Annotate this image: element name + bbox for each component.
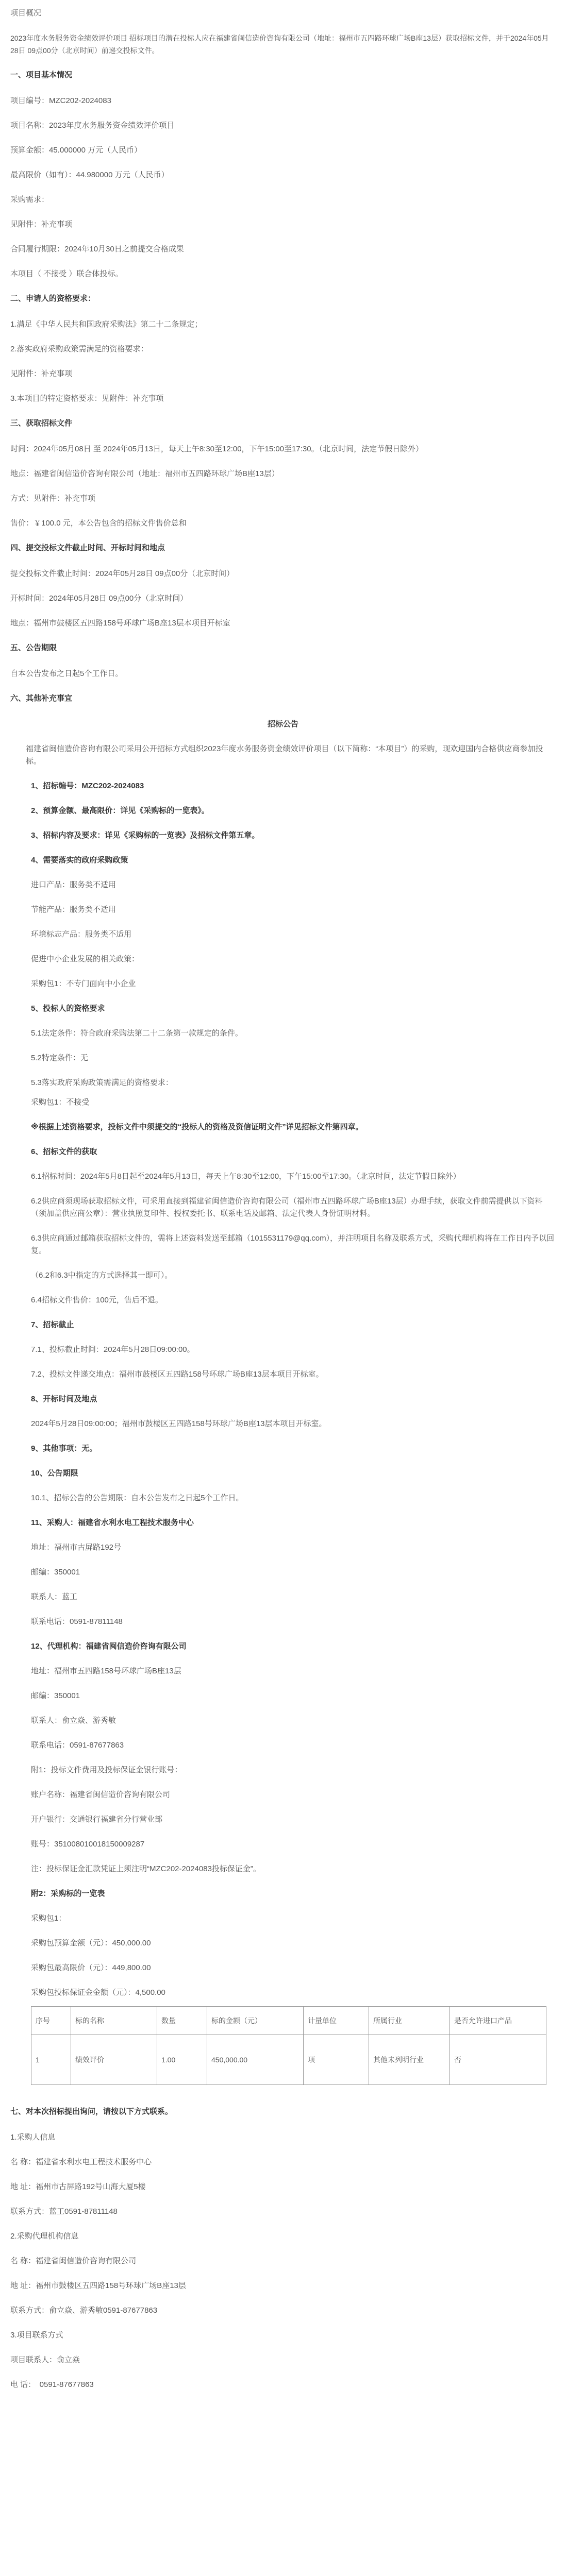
purchaser-address: 地址：福州市古屏路192号: [31, 1543, 122, 1552]
clause-5-3-package: 采购包1：不接受: [31, 1098, 90, 1107]
clause-6: 6、招标文件的获取: [31, 1147, 97, 1156]
agency-address: 地址：福州市五四路158号环球广场B座13层: [31, 1667, 181, 1675]
clause-5-1: 5.1法定条件：符合政府采购法第二十二条第一款规定的条件。: [31, 1029, 243, 1038]
clause-7: 7、招标截止: [31, 1320, 74, 1329]
section-1-heading: 一、项目基本情况: [10, 71, 73, 79]
clause-10: 10、公告期限: [31, 1469, 78, 1478]
package-label: 采购包1：: [31, 1914, 66, 1923]
qualification-1: 1.满足《中华人民共和国政府采购法》第二十二条规定；: [10, 320, 203, 329]
clause-3: 3、招标内容及要求：详见《采购标的一览表》及招标文件第五章。: [31, 831, 260, 840]
section-4-heading: 四、提交投标文件截止时间、开标时间和地点: [10, 544, 165, 552]
purchaser-info-heading: 1.采购人信息: [10, 2133, 56, 2142]
overview-title: 项目概况: [10, 9, 42, 18]
agency-info-address: 地 址：福州市鼓楼区五四路158号环球广场B座13层: [10, 2281, 186, 2290]
clause-12: 12、代理机构：福建省闽信造价咨询有限公司: [31, 1642, 187, 1651]
col-header-index: 序号: [31, 2007, 71, 2035]
qualification-2: 2.落实政府采购政策需满足的资格要求：: [10, 345, 148, 353]
submission-deadline: 提交投标文件截止时间：2024年05月28日 09点00分（北京时间）: [10, 569, 235, 578]
bank-heading: 附1：投标文件费用及投标保证金银行账号：: [31, 1766, 182, 1774]
bank-note: 注：投标保证金汇款凭证上须注明“MZC202-2024083投标保证金”。: [31, 1865, 261, 1873]
clause-11: 11、采购人：福建省水利水电工程技术服务中心: [31, 1518, 194, 1527]
clause-5-note: ※根据上述资格要求，投标文件中须提交的“投标人的资格及资信证明文件”详见招标文件第四章。: [31, 1123, 363, 1131]
purchaser-info-address: 地 址：福州市古屏路192号山海大厦5楼: [10, 2182, 146, 2191]
agency-contact: 联系人：俞立焱、游秀敏: [31, 1716, 116, 1725]
agency-zip: 邮编：350001: [31, 1691, 80, 1700]
tender-notice-intro: 福建省闽信造价咨询有限公司采用公开招标方式组织2023年度水务服务资金绩效评价项目（以下简称：“本项目”）的采购，现欢迎国内合格供应商参加投标。: [26, 744, 543, 766]
clause-4-package: 采购包1：不专门面向中小企业: [31, 979, 136, 988]
items-heading: 附2：采购标的一览表: [31, 1889, 105, 1898]
package-budget: 采购包预算金额（元）：450,000.00: [31, 1939, 151, 1947]
contacts-heading: 七、对本次招标提出询问，请按以下方式联系。: [10, 2107, 173, 2116]
bank-account-name: 账户名称：福建省闽信造价咨询有限公司: [31, 1790, 171, 1799]
purchaser-phone: 联系电话：0591-87811148: [31, 1617, 123, 1626]
cell-index: 1: [31, 2035, 71, 2085]
cell-import: 否: [450, 2035, 546, 2085]
clause-8: 8、开标时间及地点: [31, 1395, 97, 1403]
col-header-unit: 计量单位: [304, 2007, 369, 2035]
bank-account-number: 账号：351008010018150009287: [31, 1840, 145, 1849]
purchaser-info-name: 名 称：福建省水利水电工程技术服务中心: [10, 2158, 152, 2166]
col-header-import: 是否允许进口产品: [450, 2007, 546, 2035]
joint-bid-policy: 本项目（ 不接受 ）联合体投标。: [10, 269, 123, 278]
clause-6-4: 6.4招标文件售价：100元，售后不退。: [31, 1296, 163, 1304]
col-header-quantity: 数量: [157, 2007, 207, 2035]
obtain-place: 地点：福建省闽信造价咨询有限公司（地址：福州市五四路环球广场B座13层）: [10, 469, 279, 478]
package-deposit: 采购包投标保证金金额（元）：4,500.00: [31, 1988, 165, 1997]
clause-7-2: 7.2、投标文件递交地点：福州市鼓楼区五四路158号环球广场B座13层本项目开标室。: [31, 1370, 324, 1379]
clause-6-1: 6.1招标时间：2024年5月8日起至2024年5月13日，每天上午8:30至12:00，下午15:00至17:30。（北京时间，法定节假日除外）: [31, 1172, 461, 1181]
opening-place: 地点：福州市鼓楼区五四路158号环球广场B座13层本项目开标室: [10, 619, 230, 628]
clause-6-2: 6.2供应商须现场获取招标文件，可采用直接到福建省闽信造价咨询有限公司（福州市五四路环球广场B座13层）办理手续，获取文件前需提供以下资料（须加盖供应商公章）：营业执照复印件、授权委托书、联系电话及邮箱、法定代表人身份证明材料。: [31, 1197, 543, 1218]
overview-intro: 2023年度水务服务资金绩效评价项目 招标项目的潜在投标人应在福建省闽信造价咨询有限公司（地址：福州市五四路环球广场B座13层）获取招标文件，并于2024年05月28日 09点00分（北京时间）前递交投标文件。: [10, 34, 549, 55]
col-header-amount: 标的金额（元）: [207, 2007, 304, 2035]
qualification-2-detail: 见附件：补充事项: [10, 369, 73, 378]
cell-unit: 项: [304, 2035, 369, 2085]
project-contact-phone: 电 话： 0591-87677863: [10, 2380, 94, 2389]
clause-5: 5、投标人的资格要求: [31, 1004, 105, 1013]
clause-2: 2、预算金额、最高限价：详见《采购标的一览表》。: [31, 806, 209, 815]
purchaser-zip: 邮编：350001: [31, 1568, 80, 1577]
opening-time: 开标时间：2024年05月28日 09点00分（北京时间）: [10, 594, 188, 603]
agency-info-heading: 2.采购代理机构信息: [10, 2232, 79, 2241]
clause-1: 1、招标编号：MZC202-2024083: [31, 782, 144, 790]
bank-opening: 开户银行：交通银行福建省分行营业部: [31, 1815, 163, 1824]
section-5-heading: 五、公告期限: [10, 643, 57, 652]
cell-name: 绩效评价: [71, 2035, 157, 2085]
cell-industry: 其他未列明行业: [369, 2035, 450, 2085]
section-3-heading: 三、获取招标文件: [10, 419, 73, 428]
col-header-industry: 所属行业: [369, 2007, 450, 2035]
agency-info-name: 名 称：福建省闽信造价咨询有限公司: [10, 2257, 137, 2265]
items-table: [31, 2006, 546, 2085]
procurement-requirement-detail: 见附件：补充事项: [10, 220, 73, 229]
contract-period: 合同履行期限：2024年10月30日之前提交合格成果: [10, 245, 184, 253]
clause-4-import: 进口产品：服务类不适用: [31, 880, 116, 889]
clause-4-environment: 环境标志产品：服务类不适用: [31, 930, 132, 939]
clause-5-2: 5.2特定条件：无: [31, 1054, 88, 1062]
procurement-requirement-label: 采购需求：: [10, 195, 49, 204]
clause-5-3: 5.3落实政府采购政策需满足的资格要求：: [31, 1078, 173, 1087]
clause-10-1: 10.1、招标公告的公告期限：自本公告发布之日起5个工作日。: [31, 1494, 244, 1502]
clause-6-3: 6.3供应商通过邮箱获取招标文件的，需将上述资料发送至邮箱（1015531179@qq.com），并注明项目名称及联系方式，采购代理机构将在工作日内予以回复。: [31, 1234, 555, 1255]
clause-4-sme: 促进中小企业发展的相关政策：: [31, 955, 140, 963]
table-header-row: [31, 2007, 546, 2035]
agency-phone: 联系电话：0591-87677863: [31, 1741, 124, 1750]
project-contact-heading: 3.项目联系方式: [10, 2331, 63, 2340]
obtain-method: 方式：见附件：补充事项: [10, 494, 96, 503]
package-max-price: 采购包最高限价（元）：449,800.00: [31, 1963, 151, 1972]
tender-notice-title: 招标公告: [267, 720, 298, 728]
agency-info-phone: 联系方式：俞立焱、游秀敏0591-87677863: [10, 2306, 158, 2315]
cell-quantity: 1.00: [157, 2035, 207, 2085]
clause-6-3-note: （6.2和6.3中指定的方式选择其一即可）。: [31, 1271, 173, 1280]
clause-7-1: 7.1、投标截止时间：2024年5月28日09:00:00。: [31, 1345, 195, 1354]
notice-period: 自本公告发布之日起5个工作日。: [10, 669, 123, 678]
col-header-name: 标的名称: [71, 2007, 157, 2035]
project-number: 项目编号：MZC202-2024083: [10, 96, 111, 105]
purchaser-contact: 联系人：蓝工: [31, 1592, 78, 1601]
section-2-heading: 二、申请人的资格要求：: [10, 294, 96, 303]
qualification-3: 3.本项目的特定资格要求：见附件：补充事项: [10, 394, 164, 403]
table-row: [31, 2035, 546, 2085]
clause-4-energy: 节能产品：服务类不适用: [31, 905, 116, 914]
budget-amount: 预算金额：45.000000 万元（人民币）: [10, 146, 142, 155]
project-name: 项目名称：2023年度水务服务资金绩效评价项目: [10, 121, 175, 130]
clause-4: 4、需要落实的政府采购政策: [31, 856, 128, 865]
clause-8-1: 2024年5月28日09:00:00；福州市鼓楼区五四路158号环球广场B座13层本项目开标室。: [31, 1419, 327, 1428]
document-price: 售价：￥100.0 元，本公告包含的招标文件售价总和: [10, 519, 187, 528]
section-6-heading: 六、其他补充事宜: [10, 694, 73, 703]
obtain-time: 时间：2024年05月08日 至 2024年05月13日，每天上午8:30至12:00，下午15:00至17:30。（北京时间，法定节假日除外）: [10, 445, 424, 453]
project-contact-person: 项目联系人：俞立焱: [10, 2355, 80, 2364]
cell-amount: 450,000.00: [207, 2035, 304, 2085]
max-price: 最高限价（如有）：44.980000 万元（人民币）: [10, 171, 169, 179]
clause-9: 9、其他事项：无。: [31, 1444, 97, 1453]
purchaser-info-phone: 联系方式：蓝工0591-87811148: [10, 2207, 118, 2216]
